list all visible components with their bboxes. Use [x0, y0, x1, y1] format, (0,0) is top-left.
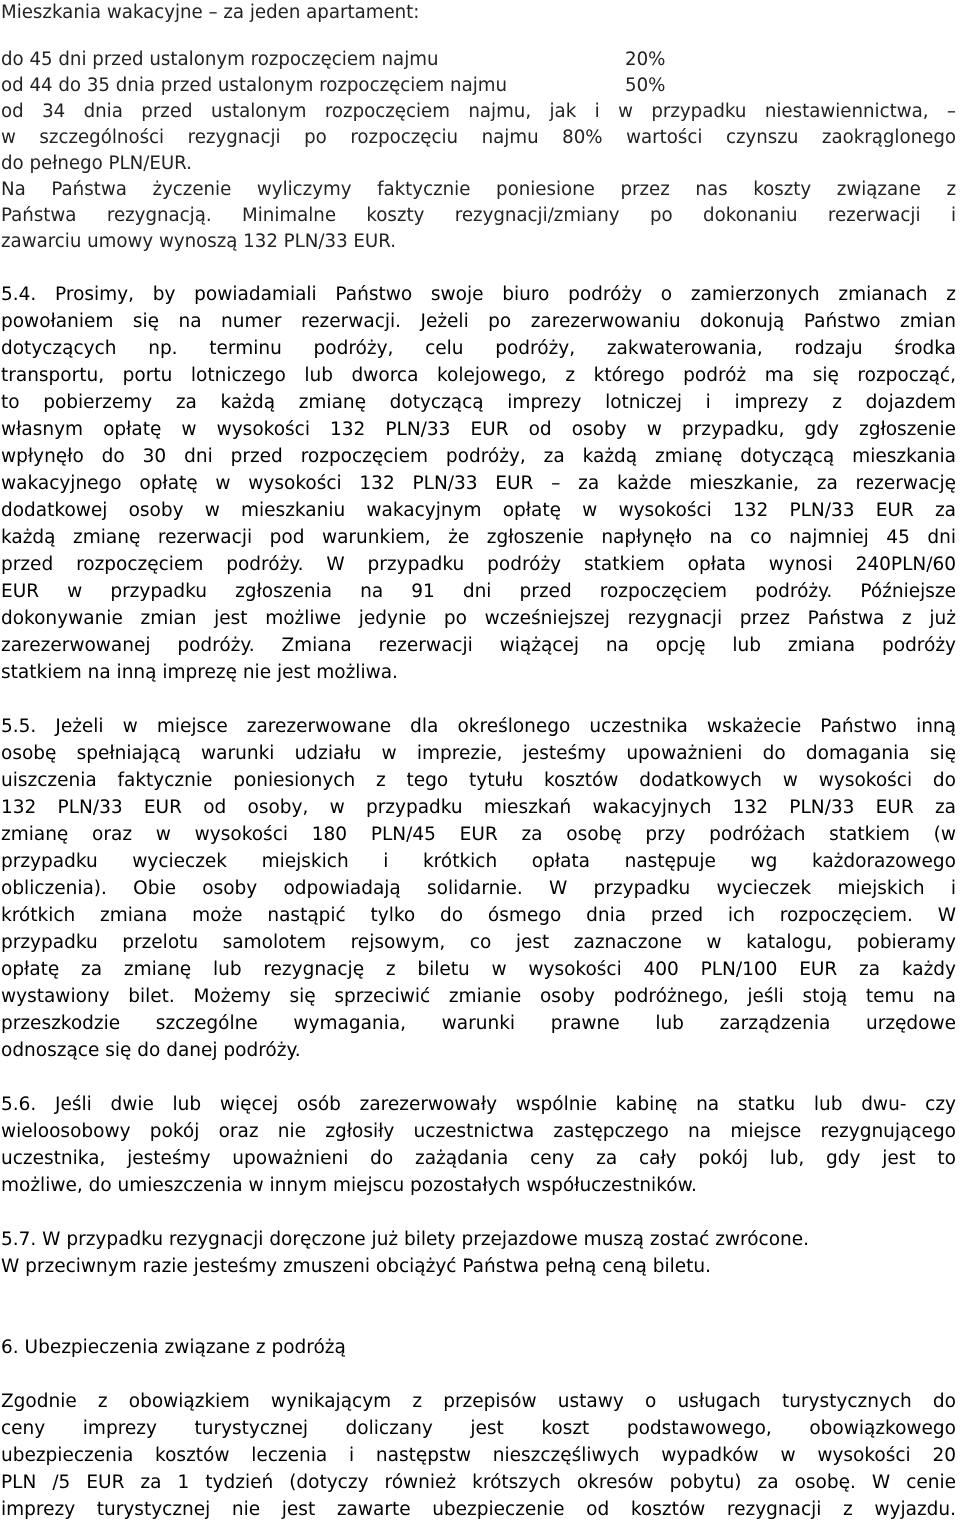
paragraph-line: uiszczenia faktycznie poniesionych z tego tytułu kosztów dodatkowych w wysokości do [1, 770, 956, 791]
paragraph-line: wpłynęło do 30 dni przed rozpoczęciem podróży, za każdą zmianę dotyczącą mieszkania [1, 446, 956, 467]
paragraph-line: własnym opłatę w wysokości 132 PLN/33 EUR od osoby w przypadku, gdy zgłoszenie [1, 419, 956, 440]
intro-row-2-text: od 44 do 35 dnia przed ustalonym rozpoczęciem najmu [1, 75, 508, 96]
paragraph-line: dokonywanie zmian jest możliwe jedynie po wcześniejszej rezygnacji przez Państwa z już [1, 608, 956, 629]
paragraph-line: uczestnika, jesteśmy upoważnieni do zażądania ceny za cały pokój lub, gdy jest to [1, 1148, 956, 1169]
paragraph-line: dodatkowej osoby w mieszkaniu wakacyjnym opłatę w wysokości 132 PLN/33 EUR za [1, 500, 956, 521]
paragraph-line: transportu, portu lotniczego lub dworca kolejowego, z którego podróż ma się rozpocząć, [1, 365, 956, 386]
paragraph-line: przeszkodzie szczególne wymagania, warunki prawne lub zarządzenia urzędowe [1, 1013, 956, 1034]
section-heading: 6. Ubezpieczenia związane z podróżą [1, 1337, 346, 1358]
paragraph-line: W przeciwnym razie jesteśmy zmuszeni obciążyć Państwa pełną ceną biletu. [1, 1256, 712, 1277]
paragraph-line: obliczenia). Obie osoby odpowiadają solidarnie. W przypadku wycieczek miejskich i [1, 878, 956, 899]
paragraph-line: statkiem na inną imprezę nie jest możliwa. [1, 662, 398, 683]
intro-title: Mieszkania wakacyjne – za jeden apartament: [1, 2, 420, 23]
intro-row-2-percent: 50% [625, 75, 666, 96]
paragraph-line: opłatę za zmianę lub rezygnację z biletu w wysokości 400 PLN/100 EUR za każdy [1, 959, 956, 980]
paragraph-line: wieloosobowy pokój oraz nie zgłosiły uczestnictwa zastępczego na miejsce rezygnującego [1, 1121, 956, 1142]
intro-block [1, 0, 956, 255]
intro-row-1-percent: 20% [625, 49, 666, 70]
paragraph-line: 5.4. Prosimy, by powiadamiali Państwo swoje biuro podróży o zamierzonych zmianach z [1, 284, 956, 305]
section-5-5 [1, 713, 956, 1064]
intro-para-line: zawarciu umowy wynoszą 132 PLN/33 EUR. [1, 231, 397, 252]
intro-row-1 [1, 47, 956, 73]
paragraph-line: imprezy turystycznej nie jest zawarte ubezpieczenie od kosztów rezygnacji z wyjazdu. [1, 1499, 956, 1520]
section-5-6 [1, 1091, 956, 1199]
intro-para-line: Państwa rezygnacją. Minimalne koszty rezygnacji/zmiany po dokonaniu rezerwacji i [1, 205, 956, 226]
paragraph-line: 5.6. Jeśli dwie lub więcej osób zarezerwowały wspólnie kabinę na statku lub dwu- czy [1, 1094, 956, 1115]
section-5-7 [1, 1226, 956, 1280]
paragraph-line: krótkich zmiana może nastąpić tylko do ósmego dnia przed ich rozpoczęciem. W [1, 905, 956, 926]
paragraph-line: 5.5. Jeżeli w miejsce zarezerwowane dla określonego uczestnika wskażecie Państwo inną [1, 716, 956, 737]
paragraph-line: wystawiony bilet. Możemy się sprzeciwić zmianie osoby podróżnego, jeśli stoją temu na [1, 986, 956, 1007]
intro-line: od 34 dnia przed ustalonym rozpoczęciem najmu, jak i w przypadku niestawiennictwa, – [1, 101, 956, 122]
intro-line: w szczególności rezygnacji po rozpoczęciu najmu 80% wartości czynszu zaokrąglonego [1, 127, 956, 148]
paragraph-line: każdą zmianę rezerwacji pod warunkiem, że zgłoszenie napłynęło na co najmniej 45 dni [1, 527, 956, 548]
paragraph-line: dotyczących np. terminu podróży, celu podróży, zakwaterowania, rodzaju środka [1, 338, 956, 359]
paragraph-line: przed rozpoczęciem podróży. W przypadku podróży statkiem opłata wynosi 240PLN/60 [1, 554, 956, 575]
paragraph-line: Zgodnie z obowiązkiem wynikającym z przepisów ustawy o usługach turystycznych do [1, 1391, 956, 1412]
paragraph-line: EUR w przypadku zgłoszenia na 91 dni przed rozpoczęciem podróży. Późniejsze [1, 581, 956, 602]
paragraph-line: wakacyjnego opłatę w wysokości 132 PLN/33 EUR – za każde mieszkanie, za rezerwację [1, 473, 956, 494]
paragraph-line: przypadku wycieczek miejskich i krótkich opłata następuje wg każdorazowego [1, 851, 956, 872]
intro-line: do pełnego PLN/EUR. [1, 153, 192, 174]
paragraph-line: ceny imprezy turystycznej doliczany jest koszt podstawowego, obowiązkowego [1, 1418, 956, 1439]
paragraph-line: możliwe, do umieszczenia w innym miejscu pozostałych współuczestników. [1, 1175, 697, 1196]
paragraph-line: ubezpieczenia kosztów leczenia i następstw nieszczęśliwych wypadków w wysokości 20 [1, 1445, 956, 1466]
section-5-4 [1, 281, 956, 686]
paragraph-line: osobę spełniającą warunki udziału w imprezie, jesteśmy upoważnieni do domagania się [1, 743, 956, 764]
intro-para-line: Na Państwa życzenie wyliczymy faktycznie poniesione przez nas koszty związane z [1, 179, 956, 200]
paragraph-line: 5.7. W przypadku rezygnacji doręczone już bilety przejazdowe muszą zostać zwrócone. [1, 1229, 810, 1250]
paragraph-line: to pobierzemy za każdą zmianę dotyczącą imprezy lotniczej i imprezy z dojazdem [1, 392, 956, 413]
paragraph-line: zarezerwowanej podróży. Zmiana rezerwacji wiążącej na opcję lub zmiana podróży [1, 635, 956, 656]
intro-row-2 [1, 73, 956, 99]
paragraph-line: odnoszące się do danej podróży. [1, 1040, 301, 1061]
section-6 [1, 1334, 956, 1523]
intro-row-1-text: do 45 dni przed ustalonym rozpoczęciem najmu [1, 49, 439, 70]
paragraph-line: przypadku przelotu samolotem rejsowym, co jest zaznaczone w katalogu, pobieramy [1, 932, 956, 953]
paragraph-line: powołaniem się na numer rezerwacji. Jeżeli po zarezerwowaniu dokonują Państwo zmian [1, 311, 956, 332]
paragraph-line: PLN /5 EUR za 1 tydzień (dotyczy również krótszych okresów pobytu) za osobę. W cenie [1, 1472, 956, 1493]
paragraph-line: 132 PLN/33 EUR od osoby, w przypadku mieszkań wakacyjnych 132 PLN/33 EUR za [1, 797, 956, 818]
paragraph-line: zmianę oraz w wysokości 180 PLN/45 EUR za osobę przy podróżach statkiem (w [1, 824, 956, 845]
